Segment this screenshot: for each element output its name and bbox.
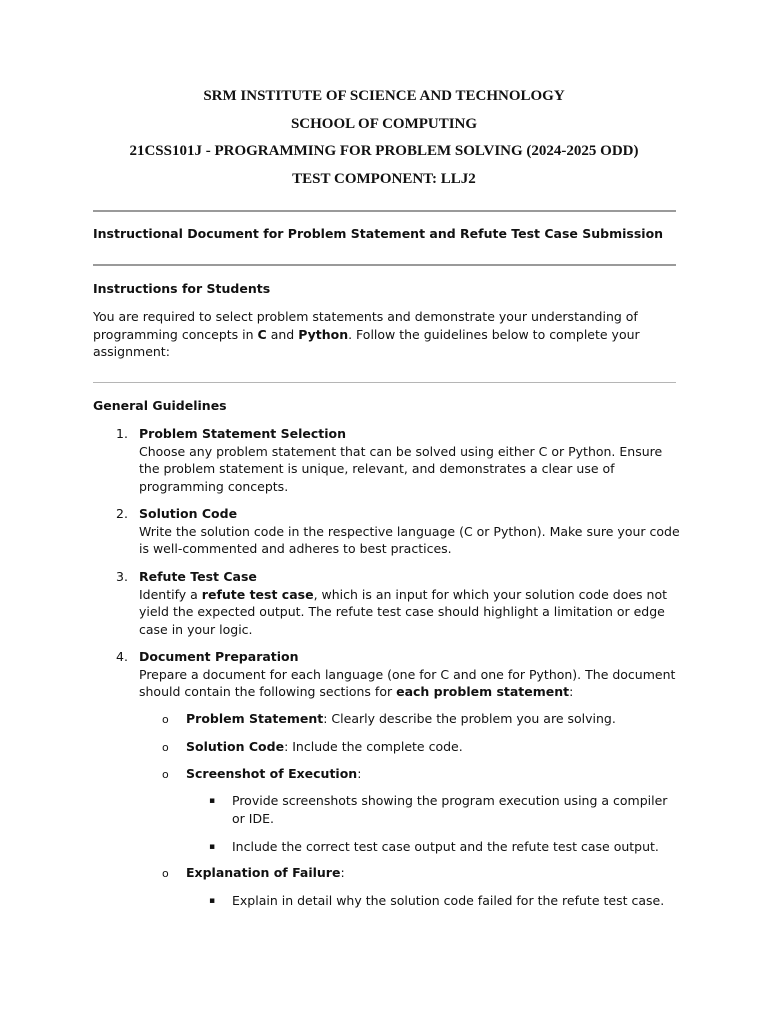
list-item-refute-test-case (139, 568, 684, 638)
institute-name: SRM INSTITUTE OF SCIENCE AND TECHNOLOGY (203, 88, 565, 104)
sub-item-text: : (357, 766, 362, 781)
square-bullet-icon: ▪ (209, 796, 216, 806)
square-bullet-icon: ▪ (209, 842, 216, 852)
list-number-3: 3. (116, 569, 128, 584)
lang-c: C (257, 326, 267, 342)
circle-bullet-icon: o (162, 867, 169, 880)
list-item-document-preparation (139, 648, 684, 701)
sub-item-screenshot-of-execution (186, 765, 686, 783)
instructions-paragraph (93, 308, 683, 361)
sub-item-text: : (340, 865, 345, 880)
item-text: Write the solution code in the respective language (C or Python). Make sure your code is well-commented and adheres to best practices. (139, 523, 680, 557)
item-text (139, 586, 684, 639)
item-title: Refute Test Case (139, 569, 257, 584)
sub-item-explanation-of-failure (186, 864, 686, 882)
sub-item-text: : Clearly describe the problem you are solving. (323, 711, 616, 726)
list-number-1: 1. (116, 426, 128, 441)
list-number-4: 4. (116, 649, 128, 664)
guidelines-heading: General Guidelines (93, 398, 227, 413)
sub-item-title: Explanation of Failure (186, 865, 341, 880)
item-text: Choose any problem statement that can be solved using either C or Python. Ensure the problem statement is unique, relevant, and demonstrates a clear use of programming concepts. (139, 443, 663, 494)
sub-item-title: Solution Code (186, 739, 285, 754)
square-bullet-icon: ▪ (209, 896, 216, 906)
item-text-bold: refute test case (201, 586, 314, 602)
item-title: Problem Statement Selection (139, 426, 346, 441)
test-component: TEST COMPONENT: LLJ2 (292, 170, 476, 187)
course-title: 21CSS101J - PROGRAMMING FOR PROBLEM SOLVING (2024-2025 ODD) (129, 143, 639, 160)
instructions-text-b: . Follow the guidelines below to complete your assignment: (93, 326, 640, 360)
circle-bullet-icon: o (162, 741, 169, 754)
circle-bullet-icon: o (162, 768, 169, 781)
divider-title (93, 264, 676, 266)
list-item-problem-statement-selection (139, 425, 684, 495)
list-item-solution-code (139, 505, 684, 558)
item-text-a: Identify a (139, 586, 202, 602)
sub-item-text: : Include the complete code. (284, 739, 463, 754)
instructions-text-a: You are required to select problem statements and demonstrate your understanding of programming concepts in (93, 309, 638, 342)
document-header (0, 86, 768, 196)
item-text-b: , which is an input for which your solution code does not yield the expected output. The refute test case should highlight a limitation or edge case in your logic. (139, 586, 668, 637)
item-text-b: : (569, 684, 574, 700)
sub-sub-item-explain-failure: Explain in detail why the solution code failed for the refute test case. (232, 893, 665, 908)
document-title: Instructional Document for Problem Statement and Refute Test Case Submission (93, 226, 664, 241)
sub-item-problem-statement (186, 710, 686, 728)
item-text-bold: each problem statement (396, 684, 570, 700)
instructions-heading: Instructions for Students (93, 281, 271, 296)
item-title: Solution Code (139, 506, 238, 521)
instructions-and: and (266, 326, 299, 342)
sub-sub-item-outputs: Include the correct test case output and the refute test case output. (232, 839, 659, 854)
circle-bullet-icon: o (162, 713, 169, 726)
list-number-2: 2. (116, 506, 128, 521)
item-text (139, 666, 684, 701)
lang-python: Python (298, 326, 349, 342)
sub-sub-item-screenshots: Provide screenshots showing the program execution using a compiler or IDE. (232, 793, 668, 826)
sub-item-solution-code (186, 738, 686, 756)
item-title: Document Preparation (139, 649, 299, 664)
sub-item-title: Screenshot of Execution (186, 766, 358, 781)
item-text-a: Prepare a document for each language (one for C and one for Python). The document should contain the following sections for (139, 666, 676, 700)
school-name: SCHOOL OF COMPUTING (290, 115, 478, 132)
divider-guidelines (93, 382, 676, 383)
sub-item-title: Problem Statement (186, 711, 324, 726)
divider-top (93, 210, 676, 212)
